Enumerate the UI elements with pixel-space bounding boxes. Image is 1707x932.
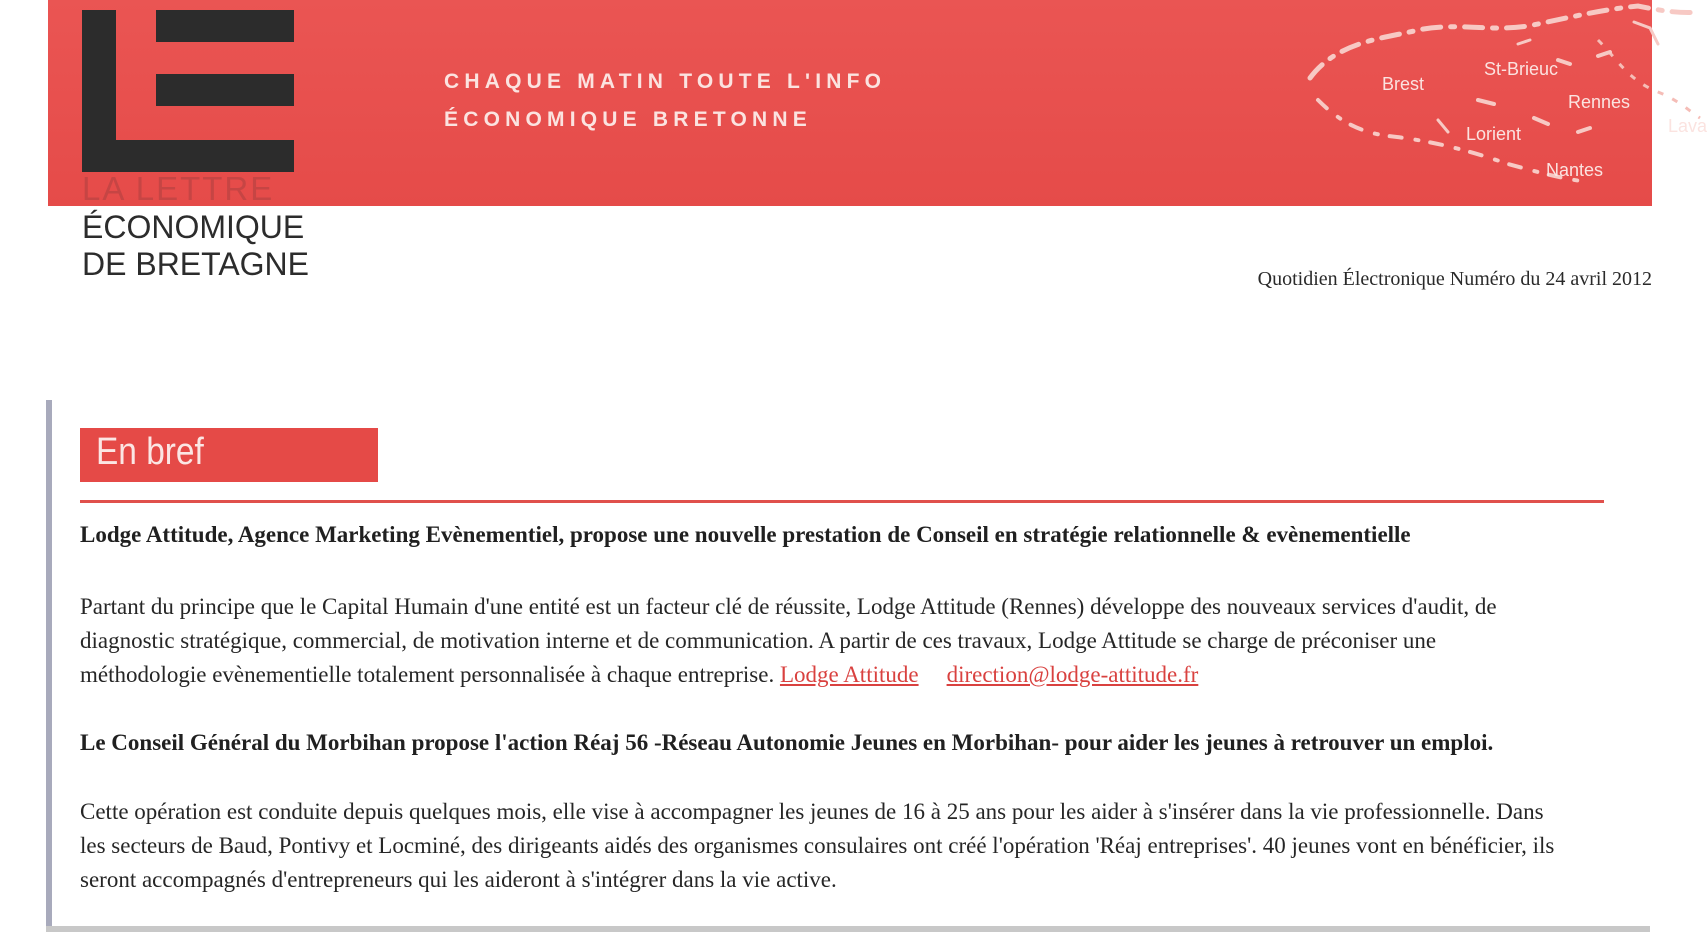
map-city-label: Lava <box>1668 116 1707 136</box>
email-link[interactable]: direction@lodge-attitude.fr <box>946 662 1199 687</box>
section-title: En bref <box>96 431 204 473</box>
article-body-line: seront accompagnés d'entrepreneurs qui les aideront à s'intégrer dans la vie active. <box>80 867 837 892</box>
content-left-border <box>46 400 52 932</box>
article-body-line: diagnostic stratégique, commercial, de motivation interne et de communication. A partir de ces travaux, Lodge Attitude se charge de préconiser une <box>80 628 1437 653</box>
article-body-line-with-links <box>80 658 1640 692</box>
logo-le-icon <box>82 10 294 172</box>
logo-line-2: ÉCONOMIQUE <box>82 209 305 245</box>
map-outline-icon <box>1298 0 1700 206</box>
section-divider <box>80 500 1604 503</box>
header-tagline: ÉCONOMIQUE BRETONNE <box>444 108 812 131</box>
lodge-attitude-link[interactable]: Lodge Attitude <box>779 662 919 687</box>
issue-info: Quotidien Électronique Numéro du 24 avril 2012 <box>1257 268 1652 290</box>
article-headline: Lodge Attitude, Agence Marketing Evènementiel, propose une nouvelle prestation de Conseil en stratégie relationnelle & evènementielle <box>80 522 1411 547</box>
article-body-line: Partant du principe que le Capital Humain d'une entité est un facteur clé de réussite, Lodge Attitude (Rennes) développe des nouveaux services d'audit, de <box>80 594 1497 619</box>
map-city-label: Lorient <box>1466 124 1522 144</box>
article-body-line: les secteurs de Baud, Pontivy et Locminé, des dirigeants aidés des organismes consulaires ont créé l'opération 'Réaj entreprises'. 40 jeunes vont en bénéficier, ils <box>80 833 1555 858</box>
logo-line-3: DE BRETAGNE <box>82 246 309 282</box>
content-bottom-border <box>46 926 1650 932</box>
map-city-label: Nantes <box>1546 160 1604 180</box>
logo-line-1: LA LETTRE <box>82 170 275 207</box>
map-city-label: Rennes <box>1568 92 1631 112</box>
header-tagline: CHAQUE MATIN TOUTE L'INFO <box>444 70 887 93</box>
article-body-text: méthodologie evènementielle totalement personnalisée à chaque entreprise. <box>80 662 775 687</box>
article-body <box>80 590 1640 692</box>
section-heading-box <box>80 428 378 482</box>
map-city-label: St-Brieuc <box>1484 59 1559 79</box>
map-city-label: Brest <box>1382 74 1425 94</box>
brittany-map <box>1298 0 1707 206</box>
article-body <box>80 795 1640 897</box>
article-body-line: Cette opération est conduite depuis quelques mois, elle vise à accompagner les jeunes de 16 à 25 ans pour les aider à s'insérer dans la vie professionnelle. Dans <box>80 799 1544 824</box>
article-headline: Le Conseil Général du Morbihan propose l'action Réaj 56 -Réseau Autonomie Jeunes en Morbihan- pour aider les jeunes à retrouver un emploi. <box>80 730 1494 755</box>
